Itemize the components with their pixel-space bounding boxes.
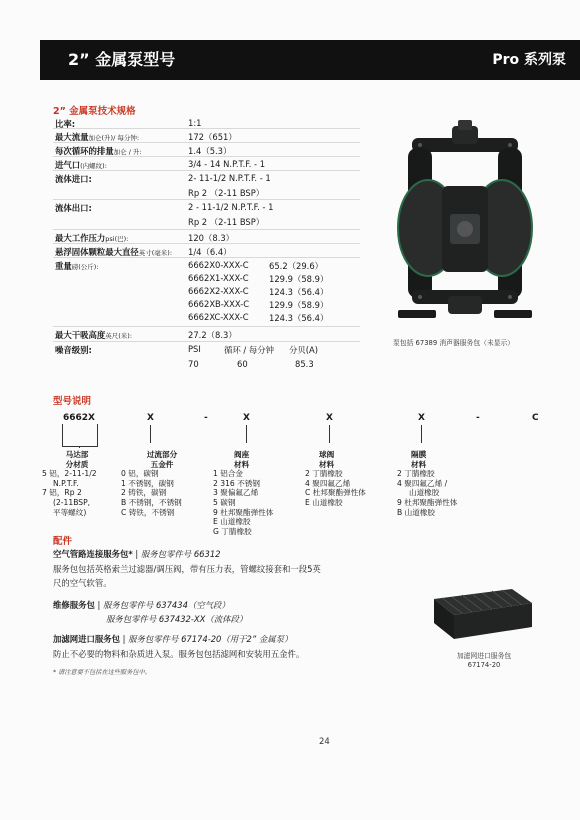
noise-header: 循环 / 每分钟 xyxy=(224,345,275,355)
model-tick xyxy=(150,425,151,443)
model-option: 3 聚偏氟乙烯 xyxy=(213,488,259,498)
spec-row-noise xyxy=(53,342,360,374)
weight-model: 6662XB-XXX-C xyxy=(188,299,250,309)
air-kit-desc: 尺的空气软管。 xyxy=(53,578,112,588)
spec-value: 1/4（6.4） xyxy=(188,247,232,257)
model-code-bracket xyxy=(62,424,98,447)
repair-kit-heading: 维修服务包 | 服务包零件号 637434（空气段） xyxy=(53,600,230,610)
spec-label: 比率: xyxy=(55,119,76,129)
spec-row-max-pressure xyxy=(53,230,360,244)
spec-label: 噪音级别: xyxy=(55,345,92,355)
noise-value: 60 xyxy=(237,359,248,369)
spec-value: 120（8.3） xyxy=(188,233,235,243)
screen-kit-image xyxy=(428,585,536,643)
weight-value: 124.3（56.4） xyxy=(269,313,329,323)
model-option: 1 不锈钢，碳钢 xyxy=(121,478,174,488)
model-col-diaphragm: 隔膜 材料 2 丁腈橡胶 4 聚四氟乙烯 / 山道橡胶 9 杜邦聚酯弹性体 B 山道橡胶 xyxy=(397,450,487,517)
air-kit-title: 空气管路连接服务包* xyxy=(53,549,133,559)
air-kit-part: 服务包零件号 66312 xyxy=(140,549,221,559)
weight-value: 129.9（58.9） xyxy=(269,274,329,284)
series-title: Pro 系列泵 xyxy=(492,52,566,68)
spec-label: 最大干吸高度英尺(米): xyxy=(55,330,133,340)
spec-value: 1:1 xyxy=(188,118,202,128)
model-option: 2 丁腈橡胶 xyxy=(397,469,435,479)
spec-value: Rp 2 （2-11 BSP） xyxy=(188,217,265,227)
noise-header: PSI xyxy=(188,344,201,354)
model-option: 9 杜邦聚酯弹性体 xyxy=(397,497,458,507)
weight-value: 65.2（29.6） xyxy=(269,261,324,271)
spec-row-displacement xyxy=(53,143,360,157)
model-option: 1 铝合金 xyxy=(213,469,244,479)
model-col-motor: 马达部 分材质 5 铝，2-11-1/2 N.P.T.F. 7 铝，Rp 2 (2-11BSP, 平等螺纹) xyxy=(42,450,112,517)
spec-table xyxy=(53,116,360,374)
weight-model: 6662XC-XXX-C xyxy=(188,312,249,322)
spec-row-weight xyxy=(53,258,360,327)
spec-label: 流体进口: xyxy=(55,174,92,184)
model-tick xyxy=(329,425,330,443)
model-tick xyxy=(79,446,80,448)
repair-kit-part: 服务包零件号 637434（空气段） xyxy=(103,600,230,610)
spec-row-fluid-outlet xyxy=(53,200,360,230)
accessories-title: 配件 xyxy=(53,536,73,547)
model-section-title: 型号说明 xyxy=(53,396,92,407)
model-code-dash: - xyxy=(204,413,208,423)
model-code-part: X xyxy=(326,413,333,423)
model-code-part: X xyxy=(418,413,425,423)
model-col-ball: 球阀 材料 2 丁腈橡胶 4 聚四氟乙烯 C 杜邦聚酯弹性体 E 山道橡胶 xyxy=(305,450,393,508)
spec-value: 172（651） xyxy=(188,132,237,142)
noise-header: 分贝(A) xyxy=(289,345,319,355)
page-title: 2” 金属泵型号 xyxy=(68,50,176,69)
model-col-seat: 阀座 材料 1 铝合金 2 316 不锈钢 3 聚偏氟乙烯 5 碳钢 9 杜邦聚酯弹性体 E 山道橡胶 G 丁腈橡胶 xyxy=(213,450,293,536)
model-option: C 铸铁，不锈钢 xyxy=(121,507,175,517)
spec-row-fluid-inlet xyxy=(53,171,360,200)
model-col-wetted: 过流部分 五金件 0 铝，碳钢 1 不锈钢，碳钢 2 铸铁，碳钢 B 不锈钢，不锈钢 C 铸铁，不锈钢 xyxy=(121,450,203,517)
spec-row-max-flow xyxy=(53,129,360,143)
model-tick xyxy=(246,425,247,443)
footnote: * 请注意要不包括在这些服务包中。 xyxy=(53,669,151,676)
spec-value: Rp 2 （2-11 BSP） xyxy=(188,188,265,198)
pump-caption: 泵包括 67389 消声器服务包（未显示） xyxy=(393,339,515,347)
weight-value: 124.3（56.4） xyxy=(269,287,329,297)
repair-kit-part: 服务包零件号 637432-XX（流体段） xyxy=(106,614,248,624)
pump-image xyxy=(390,118,540,328)
model-option: 2 316 不锈钢 xyxy=(213,478,260,488)
model-tick xyxy=(421,425,422,443)
weight-value: 129.9（58.9） xyxy=(269,300,329,310)
spec-row-ratio xyxy=(53,116,360,129)
weight-model: 6662X1-XXX-C xyxy=(188,273,249,283)
model-option: 平等螺纹) xyxy=(53,507,87,517)
model-code-suffix: C xyxy=(532,413,539,423)
screen-kit-heading: 加滤网进口服务包 | 服务包零件号 67174-20（用于2” 金属泵） xyxy=(53,634,293,644)
model-code-part: X xyxy=(243,413,250,423)
model-option: 7 铝，Rp 2 xyxy=(42,488,82,498)
model-option: 0 铝，碳钢 xyxy=(121,469,159,479)
model-option: 2 丁腈橡胶 xyxy=(305,469,343,479)
air-kit-heading: 空气管路连接服务包* | 服务包零件号 66312 xyxy=(53,549,221,559)
noise-value: 70 xyxy=(188,359,199,369)
header-bar xyxy=(40,40,580,80)
screen-kit-part: 服务包零件号 67174-20（用于2” 金属泵） xyxy=(128,634,293,644)
spec-label: 最大工作压力psi(巴): xyxy=(55,233,129,243)
spec-section-title: 2” 金属泵技术规格 xyxy=(53,106,136,117)
spec-label: 每次循环的排量加仑 / 升: xyxy=(55,146,142,156)
spec-value: 2 - 11-1/2 N.P.T.F. - 1 xyxy=(188,202,274,212)
model-code-base: 6662X xyxy=(63,413,95,423)
model-option: 5 铝，2-11-1/2 xyxy=(42,469,97,479)
spec-row-air-inlet xyxy=(53,157,360,171)
spec-value: 2- 11-1/2 N.P.T.F. - 1 xyxy=(188,173,271,183)
spec-value: 27.2（8.3） xyxy=(188,330,237,340)
spec-label: 重量磅(公斤): xyxy=(55,261,99,271)
model-option: E 山道橡胶 xyxy=(213,517,251,527)
model-option: C 杜邦聚酯弹性体 xyxy=(305,488,366,498)
page-number: 24 xyxy=(319,737,330,747)
model-option: 2 铸铁，碳钢 xyxy=(121,488,167,498)
model-option: 4 聚四氟乙烯 xyxy=(305,478,351,488)
spec-value: 3/4 - 14 N.P.T.F. - 1 xyxy=(188,159,266,169)
spec-row-max-solids xyxy=(53,244,360,258)
model-option: (2-11BSP, xyxy=(53,497,91,507)
screen-kit-title: 加滤网进口服务包 xyxy=(53,634,120,644)
model-code-dash: - xyxy=(476,413,480,423)
weight-model: 6662X0-XXX-C xyxy=(188,260,249,270)
model-option: 5 碳钢 xyxy=(213,497,236,507)
spec-row-dry-lift xyxy=(53,327,360,342)
repair-kit-title: 维修服务包 xyxy=(53,600,95,610)
model-option: B 山道橡胶 xyxy=(397,507,435,517)
model-option: 山道橡胶 xyxy=(409,488,440,498)
screen-kit-desc: 防止不必要的物料和杂质进入泵。服务包包括滤网和安装用五金件。 xyxy=(53,649,305,659)
spec-value: 1.4（5.3） xyxy=(188,146,232,156)
model-option: E 山道橡胶 xyxy=(305,497,343,507)
spec-label: 进气口(内螺纹): xyxy=(55,160,107,170)
model-option: N.P.T.F. xyxy=(53,478,79,488)
model-code-part: X xyxy=(147,413,154,423)
model-option: G 丁腈橡胶 xyxy=(213,526,252,536)
weight-model: 6662X2-XXX-C xyxy=(188,286,249,296)
spec-label: 悬浮固体颗粒最大直径英寸(毫米): xyxy=(55,247,173,257)
noise-value: 85.3 xyxy=(295,359,314,369)
air-kit-desc: 服务包包括英格索兰过滤器/调压阀，带有压力表，管螺纹接套和一段5英 xyxy=(53,564,321,574)
spec-label: 最大流量加仑(升)/ 每分钟: xyxy=(55,132,140,142)
model-option: 4 聚四氟乙烯 / xyxy=(397,478,448,488)
model-option: 9 杜邦聚酯弹性体 xyxy=(213,507,274,517)
model-option: B 不锈钢，不锈钢 xyxy=(121,497,182,507)
screen-kit-caption: 加滤网进口服务包 67174-20 xyxy=(456,652,512,669)
spec-label: 流体出口: xyxy=(55,203,92,213)
